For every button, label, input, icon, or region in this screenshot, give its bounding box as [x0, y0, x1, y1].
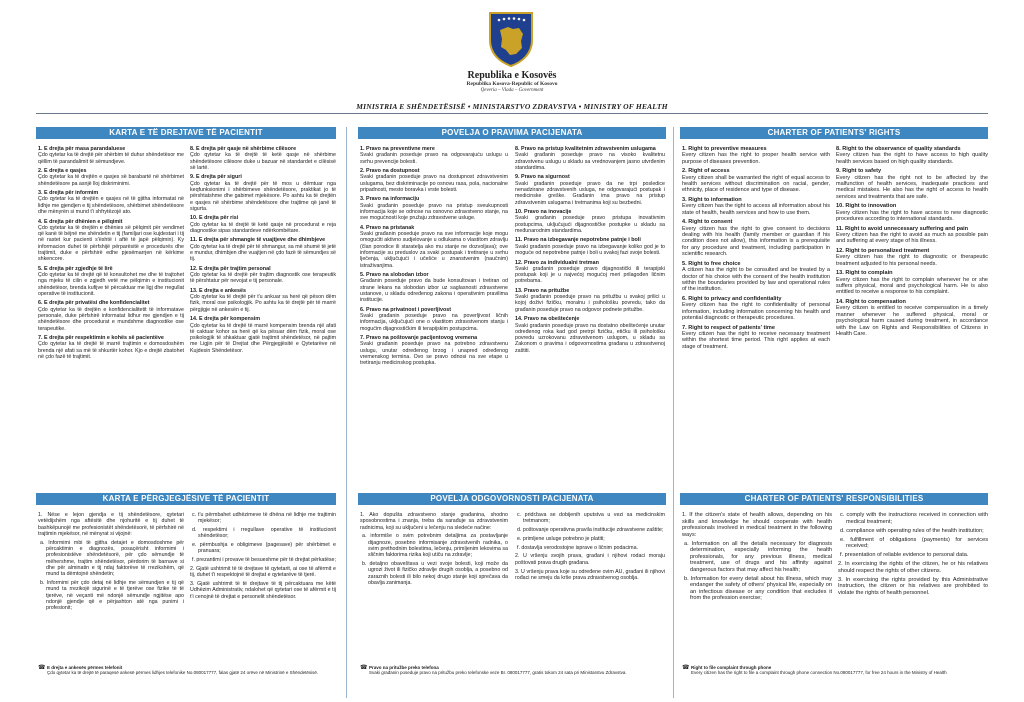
right-item-text: Svaki građanin poseduje pravo na izbegavanje koliko god je to moguće od nepotrebne patnje i boli u svakoj fazi svoje bolesti.: [515, 243, 665, 257]
right-item-text: Every citizen has the right to receive necessary treatment within the shortest time period. This right applies at each stage of treatment.: [682, 330, 830, 350]
right-item-text: Svaki građanin poseduje pravo na potrebno zdravstvenu uslugu, unutar određenog brzog i unapred određenog vremenskog termina. Ovo se pravo odnosi na sve etape u tretiranju medicinskog postupka.: [360, 341, 508, 367]
right-item-title: 2. Pravo na dostupnost: [360, 168, 420, 175]
right-item-title: 1. E drejta për masa parandaluese: [38, 146, 126, 152]
right-item: [360, 307, 508, 332]
responsibility-paragraph: 2. U vršenju svojih prava, građani i njihovi rodaci moraju poštovati prava drugih građana.: [515, 553, 665, 566]
band-en-resp: CHARTER OF PATIENTS' RESPONSIBILITIES: [680, 493, 988, 505]
republic-subtitle: Republika Kosova-Republic of Kosovo: [466, 81, 558, 87]
responsibility-paragraph: b. Informimi për çdo detaj në lidhje me sëmundjen e tij që mund ta rrezikojë sigurinë e të tjerëve ose fizike të të tjerëve, në veçanti më ndonjë sëmundje ngjitëse apo ndonjë gjendje që e përjashton atë nga punimi i profesionit;: [40, 579, 184, 612]
responsibility-paragraph: 3. In exercising the rights provided by this Administrative Instruction, the citizen or his relatives are prohibited to violate the rights of health personnel.: [838, 576, 988, 596]
footer-sr-phone: [360, 665, 666, 697]
right-item-title: 12. Pravo za individualni tretman: [515, 259, 599, 266]
right-item-title: 8. Pravo na pristup kvalitetnim zdravstvenim uslugama: [515, 146, 656, 152]
right-item: [360, 196, 508, 221]
right-item-text: A citizen has the right to be consulted and be treated by a doctor of his choice with the consent of the health institution within the boundaries provided by law and operational rules of the institution.: [682, 267, 830, 293]
footer-title: E drejta e ankesës përmes telefonit: [47, 665, 123, 670]
responsibility-paragraph: 1. If the citizen's state of health allows, depending on his skills and knowledge he should cooperate with health professionals involved in medical treatment in the following ways:: [682, 512, 832, 538]
responsibility-paragraph: 1. Nëse e lejon gjendja e tij shëndetësore, qytetari vetëdijshëm nga aftësitë dhe njohuritë e tij duhet të bashkëpunojë me profesionistët shëndetësorë, të përfshirë në trajtimin mjekësor, në mënyrat si vijojnë:: [38, 512, 184, 537]
right-item-title: 14. Right to compensation: [836, 299, 906, 305]
right-item-text: Every citizen is entitled to receive compensation in a timely manner whenever he suffered physical, moral or psychological harm caused during treatment, in accordance with the Law on Rights and Responsibilities of Citizens in Health Care.: [836, 305, 988, 337]
right-item: [190, 288, 336, 313]
right-item-title: 14. E drejta për kompensim: [190, 316, 261, 323]
en-rights-left-column: [682, 146, 830, 506]
right-item: [515, 288, 665, 313]
sq-rights-right-column: [190, 146, 336, 506]
right-item-title: 7. Right to respect of patients' time: [682, 324, 776, 331]
responsibility-paragraph: f. prezantimi i provave të besueshme për të drejtat përkatëse;: [192, 557, 336, 564]
responsibility-paragraph: e. përmbushja e obligimeve (pagesave) për shërbimet e pranuara;: [192, 542, 336, 555]
right-item: [360, 225, 508, 269]
right-item-text: Svaki građanin poseduje pravo pristupa inovativnim postupcima, uključujući dijagnostičke postupke u skladu sa međunarodnim standardima.: [515, 215, 665, 234]
right-item-text: Every citizen has the right to diagnostic or therapeutic treatment adjusted to his personal needs.: [836, 254, 988, 267]
responsibility-paragraph: 1. Ako dopušta zdravstveno stanje građanina, shodno sposobnostima i znanja, treba da sarađuje sa zdravstvenim radnicima, koji su uključeni u lečenju na sledeće načine:: [360, 512, 508, 531]
responsibility-paragraph: c. pridržava se dobijenih uputstva u vezi sa medicinskim tretmanom;: [517, 512, 665, 525]
right-item: [682, 219, 830, 257]
right-item-text: Svaki građanin poseduje pravo na pristup sveukupnosti informacija koje se odnose na osnovno zdravstveno stanje, na sve mogućnosti koje pružaju zdravstvene usluge.: [360, 202, 508, 222]
right-item-title: 1. Right to preventive measures: [682, 146, 767, 152]
right-item-title: 11. Right to avoid unnecessary suffering and pain: [836, 225, 969, 232]
right-item-title: 9. Right to safety: [836, 168, 882, 175]
right-item-text: Svaki građanin poseduje pravo na dostatno obeštećenje unutar određenog roka kad god pretrpi fizičku, etičku ili psihološku povredu uzrokovanu zdravstvenom uslugom, u skladu sa Zakonom o pravima i odgovornostima građana u zdravstvenoj zaštiti.: [515, 322, 665, 354]
responsibility-paragraph: d. poštovanje operativna pravila institucije zdravstvene zaštite;: [517, 527, 664, 534]
sr-rights-right-column: [515, 146, 665, 506]
right-item: [515, 237, 665, 256]
right-item-title: 6. Right to privacy and confidentiality: [682, 295, 782, 302]
right-item-title: 4. Pravo na pristanak: [360, 224, 415, 231]
right-item: [38, 190, 184, 215]
right-item: [836, 203, 988, 222]
phone-icon: ☎: [360, 665, 368, 671]
right-item: [190, 215, 336, 234]
responsibility-paragraph: e. fulfillment of obligations (payments) for services received;: [840, 536, 988, 549]
responsibility-paragraph: 2. Gjatë ushtrimit të të drejtave të qytetarit, ai ose të afërmit e tij, duhet t'i respektojnë të drejtat e qytetarëve të tjerë.: [190, 566, 336, 579]
right-item-text: Svaki građanin poseduje pravo na poverljivost ličnih informacija, uključujući one o vlastitom zdravstvenom stanju i mogućim dijagnostičkim ili terapijskim postupcima.: [360, 313, 508, 332]
right-item: [360, 146, 508, 165]
right-item-title: 3. Right to information: [682, 197, 742, 203]
right-item-title: 3. Pravo na informaciju: [360, 196, 420, 203]
right-item-text: Çdo qytetar ka të drejtën e konfidencialitetit të informatave personale, duke përfshirë informatat lidhur me gjendjen e tij shëndetësore dhe procedurat e mundshme diagnostike ose terapeutike.: [38, 306, 184, 332]
footer-title: Pravo na pritužbe preko telefona: [369, 665, 439, 670]
right-item-title: 9. E drejta për siguri: [190, 174, 242, 181]
right-item-title: 12. E drejta për trajtim personal: [190, 265, 271, 272]
column-divider: [673, 127, 674, 497]
right-item-title: 6. E drejta për privatësi dhe konfidencialitet: [38, 300, 150, 307]
right-item-text: Svaki građanin poseduje pravo na pritužbu u svakoj prilici u kojoj doživi fizičku, moralnu i psihološku povredu, tako da građanin poseduje pravo na odgovor podnete pritužbe.: [515, 294, 665, 313]
right-item-text: Çdo qytetar ka të drejtë për të shmangur, sa më shumë të jetë e mundur, dhimbjen dhe vuajtjen në çdo fazë të sëmundjes së tij.: [190, 243, 336, 263]
right-item-title: 5. Pravo na slobodan izbor: [360, 272, 429, 279]
right-item: [682, 146, 830, 165]
right-item: [836, 226, 988, 245]
right-item-text: Çdo qytetar ka të drejtë për të mos u dëmtuar nga keqfunksionimi i shërbimeve shëndetësore, praktikat jo të përshtatshme dhe gabimet mjekësore. Po ashtu ka të drejtën e qasjes në shërbime shëndetësore dhe trajtime që janë të sigurta.: [190, 180, 336, 212]
footer-text: Every citizen has the right to file a complaint through phone connection No.080017777, for free 24 hours in the Ministry of Health: [691, 670, 947, 676]
right-item: [682, 197, 830, 216]
responsibility-paragraph: a. informiše o svim potrebnim detaljima za postavljanje dijagnoze, posebno informisanje zdravstvenih radnika, o svim prethodnim bolestima, lečenju, primljenim lekovima sa sličnim faktorima rizika koji utiču na zdravlje;: [362, 533, 508, 559]
band-sq-resp: KARTA E PËRGJEGJËSIVE TË PACIENTIT: [36, 493, 336, 505]
responsibility-paragraph: e. primljene usluge potrebno je platiti;: [517, 535, 605, 542]
right-item-title: 12. Right to personalized treatment: [836, 248, 930, 254]
right-item-text: Every citizen has the right to complain whenever he or she suffers physical, moral and psychological harm. He is also entitled to receive a response to his complaint.: [836, 276, 988, 296]
right-item: [360, 168, 508, 193]
page-header: [0, 0, 1024, 112]
en-resp-left-column: [682, 512, 832, 662]
phone-icon: ☎: [682, 665, 690, 671]
right-item: [190, 237, 336, 262]
right-item-text: Every citizen has the right to access all information about his state of health, health services and how to use them.: [682, 203, 830, 216]
right-item: [38, 266, 184, 297]
right-item: [38, 335, 184, 360]
responsibility-paragraph: d. compliance with operating rules of the health institution;: [840, 527, 984, 534]
right-item: [360, 335, 508, 366]
right-item: [38, 300, 184, 331]
right-item-text: Every citizen has the right to proper health service with purpose of diseases prevention.: [682, 152, 830, 165]
right-item-text: Every citizen has the right to confidentiality of personal information, including information concerning his health and potential diagnostic or therapeutic procedures.: [682, 302, 830, 322]
right-item-title: 11. Pravo na izbegavanje nepotrebne patnje i boli: [515, 237, 641, 244]
footer-en-phone: [682, 665, 988, 697]
footer-text: Çdo qytetar ka të drejtë të paraqesë ankesë përmes lidhjes telefonike No.080017777, falas gjatë 24 orëve në Ministrinë e Shëndetësisë.: [47, 670, 319, 676]
right-item: [682, 325, 830, 351]
right-item: [836, 168, 988, 200]
right-item-text: Çdo qytetar ka të drejtë që të konsultohet me dhe të trajtohet nga mjeku të cilin e zgjedh vetë me pëlqimin e institucionit shëndetësor, brenda kufijve të përcaktuar me ligj dhe rregullat operative të institucionit.: [38, 272, 184, 297]
right-item-title: 13. Right to complain: [836, 270, 893, 277]
right-item-title: 3. E drejta për informim: [38, 190, 99, 197]
right-item-text: Çdo qytetar ka të drejtë të ketë qasje në shërbime shëndetësore cilësore duke u bazuar në standardet e cilësisë së lartë.: [190, 152, 336, 171]
sr-resp-right-column: [515, 512, 665, 662]
right-item: [190, 146, 336, 171]
responsibility-paragraph: c. comply with the instructions received in connection with medical treatment;: [840, 512, 988, 525]
right-item-text: Çdo qytetar ka të drejtë për shërbim të duhur shëndetësor me qëllim të parandalimit të sëmundjeve.: [38, 152, 184, 165]
phone-icon: ☎: [38, 665, 46, 671]
government-label: Qeveria – Vlada – Government: [480, 88, 544, 93]
kosovo-coat-of-arms-icon: [486, 10, 536, 68]
right-item-title: 6. Pravo na privatnost i poverljivost: [360, 306, 452, 313]
right-item-text: Çdo qytetar ka të drejtë të marrë kompensim brenda një afati të caktuar kohor sa herë që ka pësuar dëm fizik, moral ose psikologjik të shkaktuar gjatë trajtimit shëndetësor, në pajtim me Ligjin për të Drejtat dhe Përgjegjësitë e Qytetarëve në Kujdesin Shëndetësor.: [190, 322, 336, 354]
right-item: [515, 146, 665, 171]
right-item-title: 5. Right to free choice: [682, 260, 741, 267]
right-item: [190, 316, 336, 354]
band-sq-rights: KARTA E TË DREJTAVE TË PACIENTIT: [36, 127, 336, 139]
right-item-text: Çdo qytetar ka të drejtën e dhënies së pëlqimit për vendimet që kanë të bëjnë me shëndetin e tij (familjari ose kujdestari i tij në rastet kur pacienti s'është i aftë të japë pëlqimin). Ky informacion duhet të përfshijë përparësitë e procedurës dhe trajtimit, duke e përfshirë edhe pjesëmarrjen në kërkime shkencore.: [38, 224, 184, 263]
right-item: [360, 272, 508, 303]
right-item: [836, 248, 988, 267]
responsibility-paragraph: b. Information for every detail about his illness, which may endanger the safety of others' physical life, especially on an infectious disease or any condition that excludes it from the profession exercise;: [684, 575, 832, 601]
right-item: [190, 174, 336, 212]
right-item-text: Svaki građanin poseduje pravo na odgovarajuću uslugu u svrhu prevencije bolesti.: [360, 152, 508, 165]
right-item-title: 7. Pravo na poštovanje pacijentovog vremena: [360, 335, 478, 342]
right-item: [38, 168, 184, 187]
right-item: [515, 316, 665, 354]
right-item-text: Every citizen has the right to have access to new diagnostic procedures according to international standards.: [836, 209, 988, 223]
band-sr-rights: POVELJA O PRAVIMA PACIJENATA: [358, 127, 666, 139]
right-item: [515, 209, 665, 234]
right-item-text: Çdo qytetar ka të drejtën e qasjes së barabartë në shërbimet shëndetësore pa asnjë lloj diskriminimi.: [38, 174, 184, 187]
right-item-text: Svaki građanin poseduje pravo na dostupnost zdravstvenim uslugama, bez diskriminacije po osnovu rasa, pola, nacionalne pripadnosti, mesto boravka i vrste bolesti.: [360, 174, 508, 193]
right-item-title: 9. Pravo na sigurnost: [515, 174, 570, 181]
right-item-title: 13. E drejta e ankesës: [190, 287, 247, 294]
responsibility-paragraph: c. t'u përmbahet udhëzimeve të dhëna në lidhje me trajtimin mjekësor;: [192, 512, 336, 525]
right-item-title: 4. E drejta për dhënien e pëlqimit: [38, 218, 123, 225]
right-item-title: 13. Pravo na pritužbe: [515, 287, 570, 294]
responsibility-paragraph: a. Information on all the details necessary for diagnosis determination, especially informing the health professionals, for any previous illness, medical treatment, use of drugs and his affinity against dangerous factors that may affect his health;: [684, 540, 832, 573]
right-item: [38, 219, 184, 263]
right-item-title: 7. E drejta për respektimin e kohës së pacientëve: [38, 335, 164, 342]
sr-rights-left-column: [360, 146, 508, 506]
right-item-title: 11. E drejta për shmangie të vuajtjeve dhe dhimbjeve: [190, 237, 326, 244]
right-item-title: 1. Pravo na preventivne mere: [360, 146, 435, 152]
right-item-title: 10. E drejta për risi: [190, 215, 239, 222]
responsibility-paragraph: f. dostavlja verodostojne isprave o ličnim podacima.: [517, 544, 639, 551]
right-item-title: 10. Right to innovation: [836, 203, 897, 210]
right-item-title: 8. Right to the observance of quality standards: [836, 146, 961, 152]
right-item: [190, 266, 336, 285]
republic-title: Republika e Kosovës: [467, 70, 557, 81]
responsibility-paragraph: 3. U vršenju prava koje su određene ovim AU, građani ili njihovi rođaci ne smeju da krše prava zdravstvenog osoblja.: [515, 568, 665, 581]
right-item-text: Svaki građanin poseduje pravo dijagnostički ili terapijski postupak koji je u najvećoj mogućoj meri prilagođen ličnim potrebama.: [515, 265, 665, 285]
right-item-text: Çdo qytetar ka të drejtë për trajtim diagnostik ose terapeutik të përshtatur për nevojat e tij personale.: [190, 272, 336, 285]
right-item-text: Every citizen has the right not to be affected by the malfunction of health services, inadequate practices and medical mistakes. He also has the right of access to health services and treatments that are safe.: [836, 174, 988, 200]
footer-sq-phone: [38, 665, 336, 697]
responsibility-paragraph: 3. Gjatë ushtrimit të të drejtave të tij përcaktuara me këtë Udhëzim Administrativ, ndalohet që qytetari ose të afërmit e tij t'i cenojnë të drejtat e personelit shëndetësor.: [190, 581, 336, 600]
column-divider: [346, 493, 347, 698]
right-item: [682, 261, 830, 293]
responsibility-paragraph: a. Informimi mbi të gjitha detajet e domosdoshme për përcaktimin e diagnozës, posaçërisht informimi i profesionistëve shëndetësorë, për çdo sëmundje të mëhershme, trajtim shëndetësor, përdorim të barnave si dhe për alminatin e tij ndaj faktorëve të rrezikshëm, që mund ta dëmtojnë shëndetin;: [40, 539, 184, 578]
right-item: [836, 146, 988, 165]
right-item-text: Çdo qytetar ka të drejtë të ketë qasje në procedurat e reja diagnostike sipas standardeve ndërkombëtare.: [190, 221, 336, 234]
responsibility-paragraph: d. respektimi i rregullave operative të institucionit shëndetësor;: [192, 527, 336, 540]
right-item: [515, 174, 665, 205]
right-item: [515, 260, 665, 285]
header-divider: [36, 113, 988, 114]
right-item-title: 8. E drejta për qasje në shërbime cilësore: [190, 146, 297, 152]
responsibility-paragraph: f. presentation of reliable evidence to personal data.: [840, 552, 969, 558]
responsibility-paragraph: 2. In exercising the rights of the citizen, he or his relatives should respect the rights of other citizens.: [838, 561, 988, 574]
right-item-title: 2. Right of access: [682, 168, 730, 175]
sr-resp-left-column: [360, 512, 508, 662]
column-divider: [346, 127, 347, 497]
right-item-title: 5. E drejta për zgjedhje të lirë: [38, 265, 113, 272]
right-item-text: Every citizen has the right to have access to high quality health services based on high quality standards.: [836, 152, 988, 165]
right-item-text: Every citizen has the right to give consent to decisions dealing with his health (family member or guardian if his condition does not allow), this information is a prerequisite for any procedure and treatment, including participation in scientific research.: [682, 225, 830, 258]
right-item: [682, 168, 830, 194]
right-item: [836, 270, 988, 296]
right-item-text: Građanin poseduje pravo da bude konsultovan i tretiran od strane lekara na slobodan izbor uz saglasnosti zdravstvene ustanove, u skladu određenog zakona i operativnim pravilima institucije.: [360, 278, 508, 304]
right-item-text: Svaki građanin poseduje pravo na sve informacije koje mogu omogućiti aktivno sudjelovanje u odlukama o vlastitom zdravlju (član porodice ili staratelja ako mu stanje ne dozvoljava); ove informacije su preduslov za svaki postupak i tretiranje u svrhu lječenja, uključujući i učešće u znanstvenim (naučnim) istraživanjima.: [360, 231, 508, 269]
right-item: [836, 299, 988, 337]
footer-text: Svaki građanin poseduje pravo na pritužbu preko telefonske veze Br. 080017777, gratis tokom 24 sata pri Ministarstvu Zdravstva.: [369, 670, 627, 676]
sq-rights-left-column: [38, 146, 184, 506]
en-rights-right-column: [836, 146, 988, 506]
right-item-text: Every citizen has the right to avoid as much as possible pain and suffering at every stage of his illness.: [836, 232, 988, 245]
right-item-title: 2. E drejta e qasjes: [38, 168, 87, 175]
right-item: [38, 146, 184, 165]
sq-resp-left-column: [38, 512, 184, 662]
band-en-rights: CHARTER OF PATIENTS' RIGHTS: [680, 127, 988, 139]
right-item-title: 10. Pravo na inovacije: [515, 209, 572, 216]
responsibility-paragraph: b. detaljno obaveštava u vezi svoje bolesti, koji može da ugrozi život ili fizičko zdravlje drugih osoblja, a posebno od zaraznih bolesti ili bilo nekoj drugo stanje koji sprečava da obavlja zanimanja.: [362, 561, 508, 586]
right-item-text: Every citizen shall be warranted the right of equal access to health services without discrimination on racial, gender, ethnicity, place of residence and type of disease.: [682, 174, 830, 194]
right-item-text: Çdo qytetar ka të drejtën e qasjes në të gjitha informatat në lidhje me gjendjen e tij shëndetësore, shërbimet shëndetësore dhe mënyrën si mund t'i shfrytëzojë ato.: [38, 196, 184, 216]
right-item: [682, 296, 830, 322]
right-item-title: 14. Pravo na obeštećenje: [515, 316, 580, 323]
en-resp-right-column: [838, 512, 988, 662]
column-divider: [673, 493, 674, 698]
right-item-title: 4. Right to consent: [682, 219, 733, 226]
right-item-text: Svaki građanin poseduje pravo da ne trpi posledice nenadzirane zdravstvenih usluga, ne odgovarajući postupak i medicinske greške. Građanin ima pravo na pristup zdravstvenim uslugama i tretmanima koji su bezbedni.: [515, 180, 665, 206]
footer-title: Right to file complaint through phone: [691, 665, 772, 670]
right-item-text: Svaki građanin poseduje pravo na visoko kvalitetnu zdravstvenu uslugu u skladu sa vrednovanjem jasno utvrđenim standardima.: [515, 152, 665, 171]
right-item-text: Çdo qytetar ka të drejtë të marrë trajtimin e domosdoshëm brenda një afati sa më të shkurtër kohor. Kjo e drejtë zbatohet në çdo fazë të trajtimit.: [38, 341, 184, 361]
band-sr-resp: POVELJA ODGOVORNOSTI PACIJENATA: [358, 493, 666, 505]
sq-resp-right-column: [190, 512, 336, 662]
right-item-text: Çdo qytetar ka të drejtë për t'u ankuar sa herë që pëson dëm fizik, moral ose psikologjik. Po ashtu ka të drejtë për të marrë përgjigje në ankesën e tij.: [190, 294, 336, 313]
ministry-line: MINISTRIA E SHËNDETËSISË • MINISTARSTVO ZDRAVSTVA • MINISTRY OF HEALTH: [356, 102, 668, 111]
